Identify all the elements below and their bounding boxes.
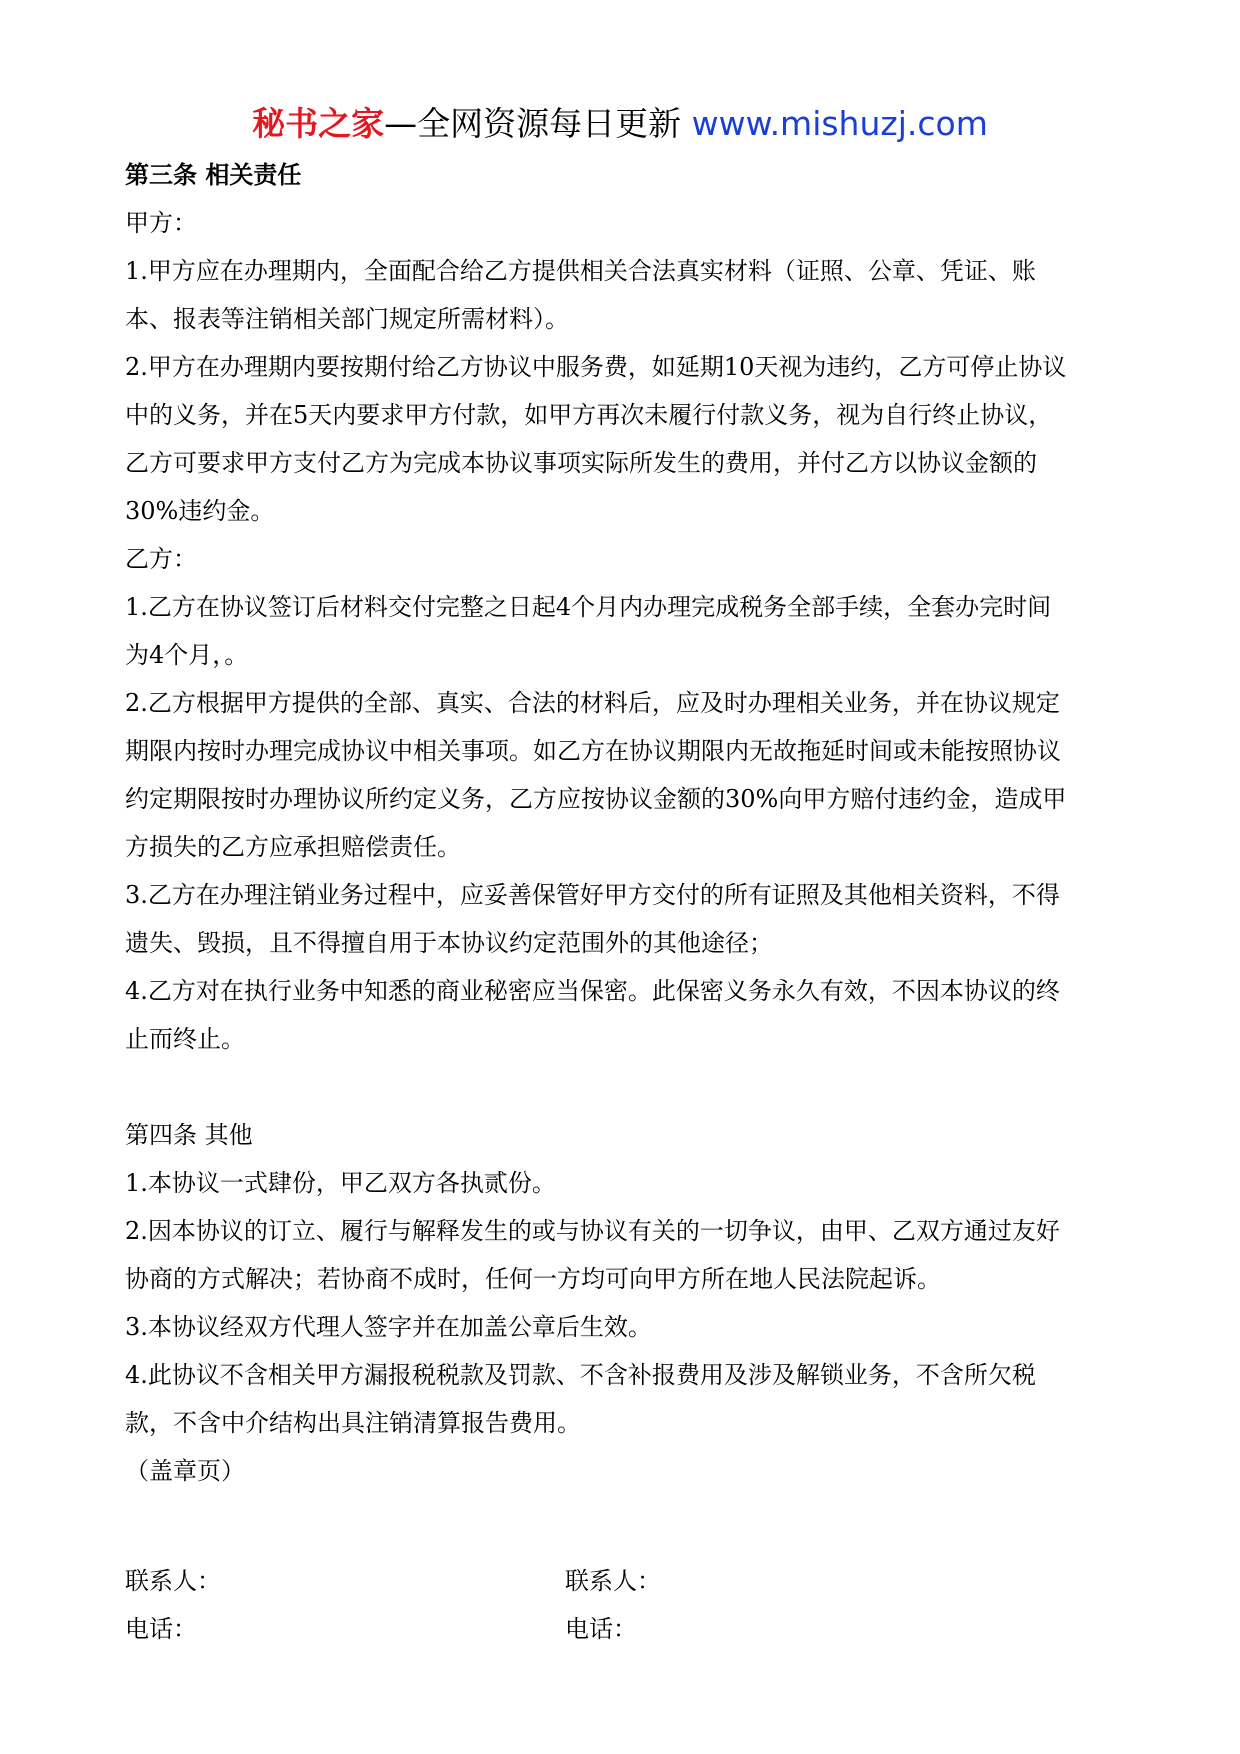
article-3-title: 第三条 相关责任 [125,161,302,189]
right-phone-label: 电话： [565,1615,637,1643]
party-a-label: 甲方： [125,209,197,237]
document-body [125,151,1070,1653]
header-tagline: —全网资源每日更新 [384,104,692,143]
party-a-clause-1: 1.甲方应在办理期内，全面配合给乙方提供相关合法真实材料（证照、公章、凭证、账本、报表等注销相关部门规定所需材料）。 [125,257,1036,333]
brand-name: 秘书之家 [252,104,385,143]
article-4-title: 第四条 其他 [125,1121,253,1149]
party-b-clause-1: 1.乙方在协议签订后材料交付完整之日起4个月内办理完成税务全部手续，全套办完时间为4个月，。 [125,593,1052,669]
signature-phone-row [125,1605,1070,1653]
article-4-clause-1: 1.本协议一式肆份，甲乙双方各执贰份。 [125,1169,556,1197]
left-phone-label: 电话： [125,1615,197,1643]
party-b-clause-3: 3.乙方在办理注销业务过程中，应妥善保管好甲方交付的所有证照及其他相关资料，不得遗失、毁损，且不得擅自用于本协议约定范围外的其他途径； [125,881,1060,957]
site-header [0,96,1240,152]
party-b-clause-4: 4.乙方对在执行业务中知悉的商业秘密应当保密。此保密义务永久有效，不因本协议的终止而终止。 [125,977,1060,1053]
seal-page-note: （盖章页） [125,1457,245,1485]
article-4-clause-2: 2.因本协议的订立、履行与解释发生的或与协议有关的一切争议，由甲、乙双方通过友好协商的方式解决；若协商不成时，任何一方均可向甲方所在地人民法院起诉。 [125,1217,1060,1293]
article-4-clause-4: 4.此协议不含相关甲方漏报税税款及罚款、不含补报费用及涉及解锁业务，不含所欠税款，不含中介结构出具注销清算报告费用。 [125,1361,1036,1437]
article-4-clause-3: 3.本协议经双方代理人签字并在加盖公章后生效。 [125,1313,652,1341]
party-a-clause-2: 2.甲方在办理期内要按期付给乙方协议中服务费，如延期10天视为违约，乙方可停止协议中的义务，并在5天内要求甲方付款，如甲方再次未履行付款义务，视为自行终止协议，乙方可要求甲方支付乙方为完成本协议事项实际所发生的费用，并付乙方以协议金额的30%违约金。 [125,353,1067,525]
left-contact-label: 联系人： [125,1567,221,1595]
signature-spacer [125,1495,1070,1557]
section-spacer [125,1063,1070,1111]
right-contact-label: 联系人： [565,1567,661,1595]
party-b-label: 乙方： [125,545,197,573]
signature-contact-row [125,1557,1070,1605]
site-url-link[interactable]: www.mishuzj.com [691,104,988,143]
party-b-clause-2: 2.乙方根据甲方提供的全部、真实、合法的材料后，应及时办理相关业务，并在协议规定期限内按时办理完成协议中相关事项。如乙方在协议期限内无故拖延时间或未能按照协议约定期限按时办理协议所约定义务，乙方应按协议金额的30%向甲方赔付违约金，造成甲方损失的乙方应承担赔偿责任。 [125,689,1067,861]
